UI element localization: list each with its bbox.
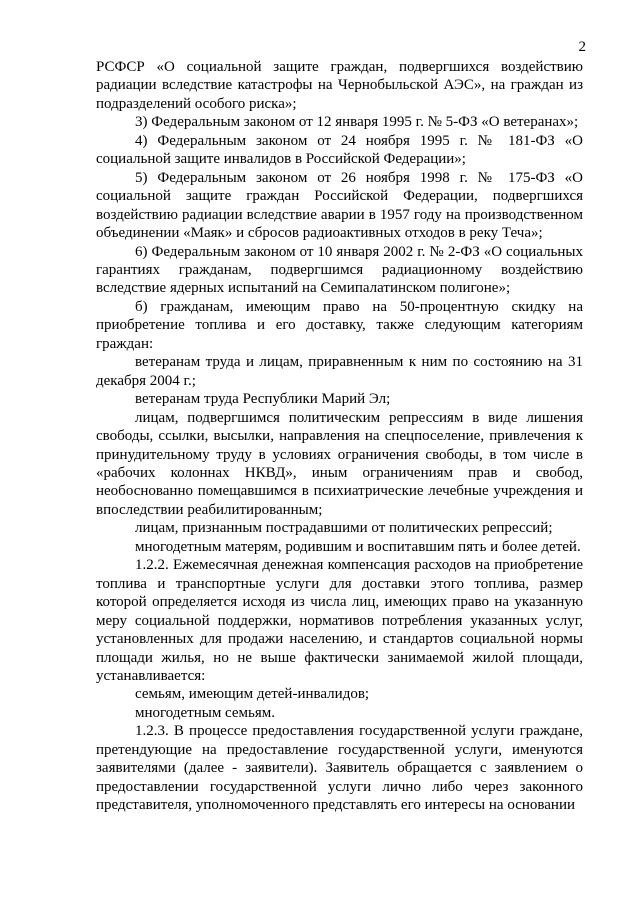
paragraph-law-mayak: 5) Федеральным законом от 26 ноября 1998 г. № 175-ФЗ «О социальной защите граждан Российской Федерации, подвергшихся воздействию радиации вследствие аварии в 1957 году на производственном объединении «Маяк» и сбросов радиоактивных отходов в реку Теча»;	[96, 169, 583, 242]
list-item-repression-victims: лицам, признанным пострадавшими от политических репрессий;	[135, 520, 553, 537]
list-item-families-disabled-children: семьям, имеющим детей-инвалидов;	[135, 686, 370, 703]
list-item-labor-veterans: ветеранам труда и лицам, приравненным к ним по состоянию на 31 декабря 2004 г.;	[96, 354, 583, 389]
page-number: 2	[578, 39, 586, 55]
paragraph-law-disabled: 4) Федеральным законом от 24 ноября 1995 г. № 181-ФЗ «О социальной защите инвалидов в Российской Федерации»;	[96, 132, 583, 168]
paragraph-rsfsr-law-continuation: РСФСР «О социальной защите граждан, подвергшихся воздействию радиации вследствие катастрофы на Чернобыльской АЭС», на граждан из подразделений особого риска»;	[96, 59, 583, 112]
list-item-large-family-mothers: многодетным матерям, родившим и воспитавшим пять и более детей.	[135, 538, 581, 555]
paragraph-section-1-2-2: 1.2.2. Ежемесячная денежная компенсация расходов на приобретение топлива и транспортные услуги для доставки этого топлива, размер которой определяется исходя из числа лиц, имеющих право на указанную меру социальной поддержки, нормативов потребления указанных услуг, установленных для продажи населению, и стандартов социальной нормы площади жилья, но не выше фактически занимаемой жилой площади, устанавливается:	[96, 557, 583, 684]
document-body	[96, 58, 583, 815]
paragraph-discount-categories: б) гражданам, имеющим право на 50-процентную скидку на приобретение топлива и его доставку, также следующим категориям граждан:	[96, 298, 583, 352]
paragraph-law-veterans: 3) Федеральным законом от 12 января 1995 г. № 5-ФЗ «О ветеранах»;	[135, 114, 579, 131]
paragraph-law-semipalatinsk: 6) Федеральным законом от 10 января 2002 г. № 2-ФЗ «О социальных гарантиях гражданам, подвергшимся радиационному воздействию вследствие ядерных испытаний на Семипалатинском полигоне»;	[96, 243, 583, 297]
list-item-large-families: многодетным семьям.	[135, 704, 276, 721]
list-item-repressed: лицам, подвергшимся политическим репрессиям в виде лишения свободы, ссылки, высылки, направления на спецпоселение, привлечения к принудительному труду в условиях ограничения свободы, в том числе в «рабочих колоннах НКВД», иным ограничениям прав и свобод, необоснованно помещавшимся в психиатрические лечебные учреждения и впоследствии реабилитированным;	[96, 409, 583, 518]
list-item-mari-el-veterans: ветеранам труда Республики Марий Эл;	[135, 391, 391, 408]
paragraph-section-1-2-3: 1.2.3. В процессе предоставления государственной услуги граждане, претендующие на предоставление государственной услуги, именуются заявителями (далее - заявители). Заявитель обращается с заявлением о предоставлении государственной услуги лично либо через законного представителя, уполномоченного представлять его интересы на основании	[96, 723, 583, 814]
